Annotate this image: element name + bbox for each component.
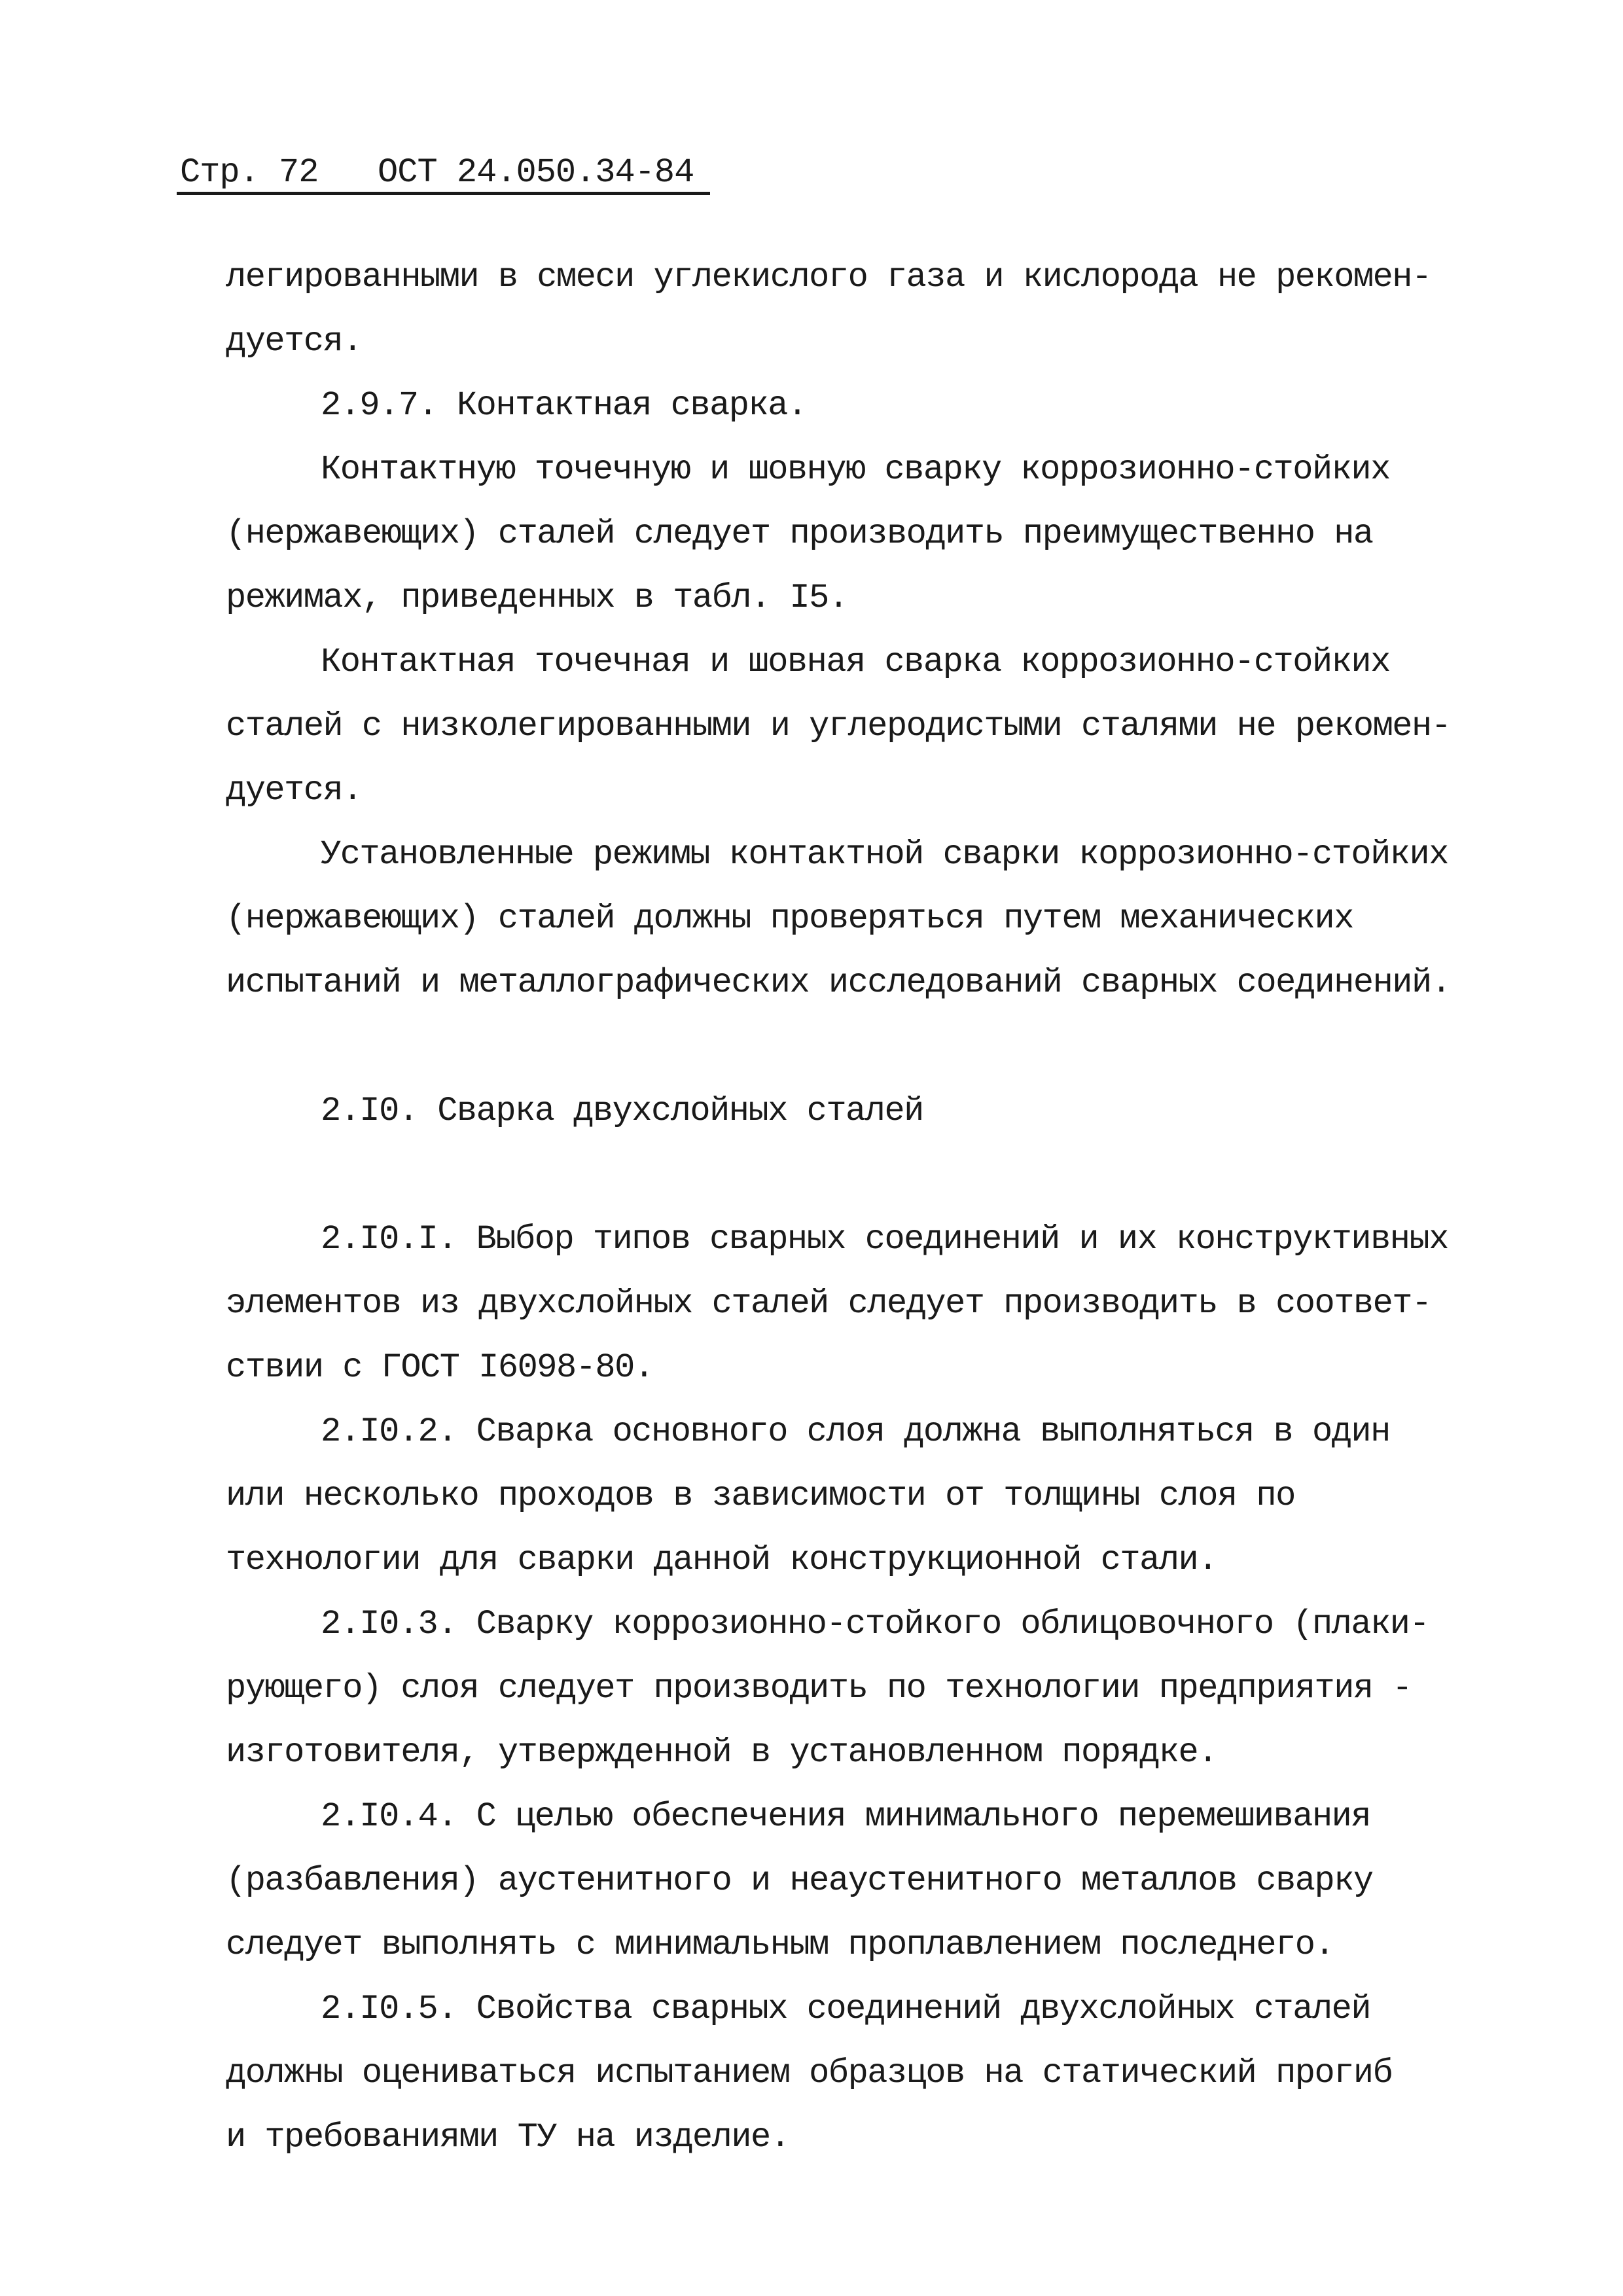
text-line: Контактная точечная и шовная сварка коррозионно-стойких [321, 643, 1390, 681]
text-line: Контактную точечную и шовную сварку коррозионно-стойких [321, 450, 1390, 489]
text-line: или несколько проходов в зависимости от толщины слоя по [226, 1477, 1295, 1515]
text-line: (разбавления) аустенитного и неаустенитного металлов сварку [226, 1861, 1373, 1900]
text-line: 2.I0.3. Сварку коррозионно-стойкого облицовочного (плаки- [321, 1605, 1429, 1643]
text-line: изготовителя, утвержденной в установленном порядке. [226, 1733, 1217, 1772]
text-line: испытаний и металлографических исследований сварных соединений. [226, 963, 1451, 1002]
text-line: (нержавеющих) сталей следует производить преимущественно на [226, 514, 1373, 553]
text-line: 2.I0.4. С целью обеспечения минимального перемешивания [321, 1797, 1371, 1836]
text-line: Установленные режимы контактной сварки коррозионно-стойких [321, 835, 1448, 874]
section-heading: 2.I0. Сварка двухслойных сталей [321, 1092, 923, 1130]
text-line: рующего) слоя следует производить по технологии предприятия - [226, 1669, 1412, 1708]
text-line: сталей с низколегированными и углеродистыми сталями не рекомен- [226, 707, 1451, 745]
text-line: следует выполнять с минимальным проплавлением последнего. [226, 1926, 1334, 1964]
header-underline [177, 192, 710, 195]
text-line: дуется. [226, 771, 362, 810]
text-line: легированными в смеси углекислого газа и кислорода не рекомен- [226, 258, 1431, 296]
text-line: 2.I0.I. Выбор типов сварных соединений и их конструктивных [321, 1220, 1448, 1259]
text-line: режимах, приведенных в табл. I5. [226, 579, 848, 617]
text-line: (нержавеющих) сталей должны проверяться путем механических [226, 899, 1353, 938]
text-line: 2.I0.5. Свойства сварных соединений двухслойных сталей [321, 1990, 1371, 2028]
page-header: Стр. 72 ОСТ 24.050.34-84 [180, 153, 694, 192]
text-line: элементов из двухслойных сталей следует производить в соответ- [226, 1284, 1431, 1323]
section-heading: 2.9.7. Контактная сварка. [321, 386, 807, 425]
text-line: дуется. [226, 322, 362, 361]
text-line: ствии с ГОСТ I6098-80. [226, 1348, 654, 1387]
document-body [226, 245, 1469, 2170]
text-line: должны оцениваться испытанием образцов на статический прогиб [226, 2054, 1393, 2092]
text-line: 2.I0.2. Сварка основного слоя должна выполняться в один [321, 1412, 1390, 1451]
text-line: технологии для сварки данной конструкционной стали. [226, 1541, 1217, 1579]
text-line: и требованиями ТУ на изделие. [226, 2118, 790, 2157]
